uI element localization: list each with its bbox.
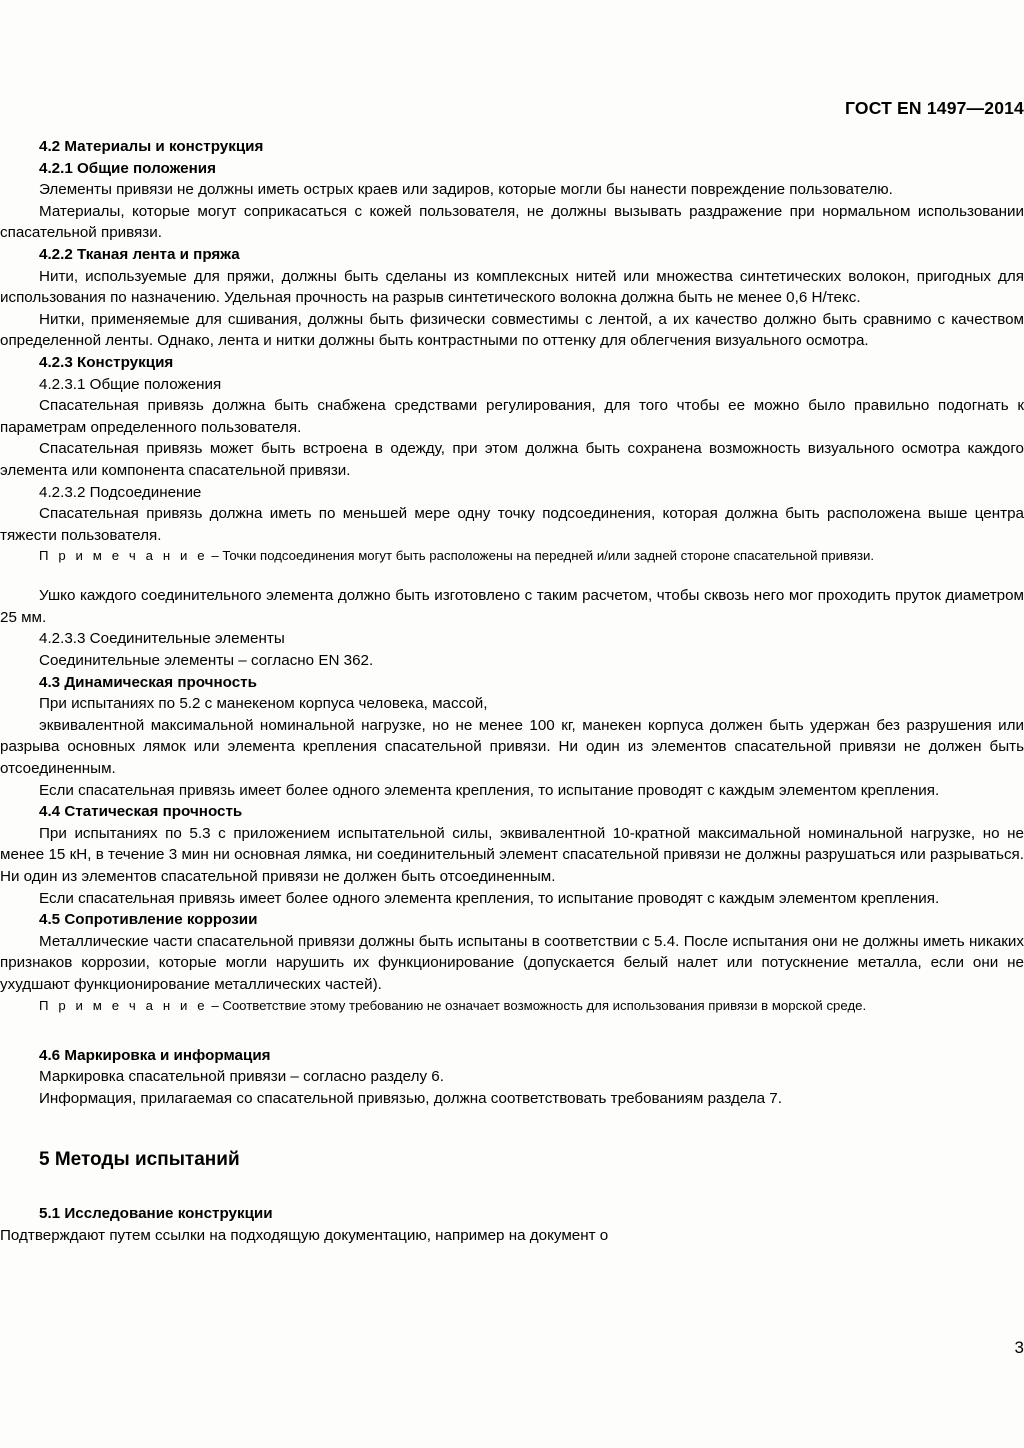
heading-4-4: 4.4 Статическая прочность <box>39 803 243 821</box>
heading-4-2: 4.2 Материалы и конструкция <box>39 138 264 155</box>
note-corrosion <box>0 996 1024 1015</box>
paragraph-4-2-3-2-a: Спасательная привязь должна иметь по меньшей мере одну точку подсоединения, которая должна быть расположена выше центра тяжести пользователя. <box>0 505 1024 544</box>
paragraph-4-6-b: Информация, прилагаемая со спасательной привязью, должна соответствовать требованиям раздела 7. <box>39 1089 782 1107</box>
paragraph-4-6-a: Маркировка спасательной привязи – согласно разделу 6. <box>39 1068 444 1086</box>
note-label: П р и м е ч а н и е <box>39 997 208 1013</box>
paragraph-5-1: Подтверждают путем ссылки на подходящую документацию, например на документ о <box>0 1226 609 1244</box>
paragraph-4-2-3-1-b: Спасательная привязь может быть встроена в одежду, при этом должна быть сохранена возможность визуального осмотра каждого элемента или компонента спасательной привязи. <box>0 440 1024 479</box>
spacer <box>0 1173 1024 1203</box>
paragraph-4-4-b: Если спасательная привязь имеет более одного элемента крепления, то испытание проводят с каждым элементом крепления. <box>39 889 940 907</box>
paragraph-4-2-2-a: Нити, используемые для пряжи, должны быть сделаны из комплексных нитей или множества синтетических волокон, пригодных для использования по назначению. Удельная прочность на разрыв синтетического волокна должна быть не менее 0,6 Н/текс. <box>0 267 1024 307</box>
heading-section-5: 5 Методы испытаний <box>39 1149 240 1171</box>
note-label: П р и м е ч а н и е <box>39 548 208 564</box>
paragraph-4-5: Металлические части спасательной привязи должны быть испытаны в соответствии с 5.4. После испытания они не должны иметь никаких признаков коррозии, которые могли нарушить их функционирование (допускается белый налет или потускнение металла, если они не ухудшают функционирование металлических частей). <box>0 932 1024 993</box>
spacer <box>0 1109 1024 1147</box>
page-body <box>0 136 1024 1247</box>
heading-4-3: 4.3 Динамическая прочность <box>39 673 257 691</box>
heading-4-2-3: 4.2.3 Конструкция <box>39 353 174 371</box>
spacer <box>0 565 1024 585</box>
paragraph-4-2-2-b: Нитки, применяемые для сшивания, должны быть физически совместимы с лентой, а их качество должно быть сравнимо с качеством определенной ленты. Однако, лента и нитки должны быть контрастными по оттенку для облегчения визуального осмотра. <box>0 310 1024 350</box>
paragraph-4-2-1-a: Элементы привязи не должны иметь острых краев или задиров, которые могли бы нанести повреждение пользователю. <box>39 181 893 199</box>
heading-4-2-3-3: 4.2.3.3 Соединительные элементы <box>39 630 285 648</box>
note-connection-points <box>0 546 1024 565</box>
paragraph-4-2-3-3: Соединительные элементы – согласно EN 362. <box>39 652 374 670</box>
page-number: 3 <box>1014 1338 1024 1357</box>
paragraph-ushko: Ушко каждого соединительного элемента должно быть изготовлено с таким расчетом, чтобы сквозь него мог проходить пруток диаметром 25 мм. <box>0 587 1024 626</box>
note-text: – Точки подсоединения могут быть расположены на передней и/или задней стороне спасательной привязи. <box>207 548 875 564</box>
paragraph-4-2-1-b: Материалы, которые могут соприкасаться с кожей пользователя, не должны вызывать раздражение при нормальном использовании спасательной привязи. <box>0 202 1024 242</box>
heading-4-2-3-1: 4.2.3.1 Общие положения <box>39 375 222 393</box>
heading-4-2-1: 4.2.1 Общие положения <box>39 159 216 177</box>
running-header: ГОСТ EN 1497—2014 <box>845 98 1024 118</box>
paragraph-4-4-a: При испытаниях по 5.3 с приложением испытательной силы, эквивалентной 10-кратной максимальной номинальной нагрузке, но не менее 15 кН, в течение 3 мин ни основная лямка, ни соединительный элемент спасательной привязи не должны разрушаться или разрываться. Ни один из элементов спасательной привязи не должен быть отсоединенным. <box>0 824 1024 885</box>
paragraph-4-3-line1: При испытаниях по 5.2 с манекеном корпуса человека, массой, <box>39 695 488 713</box>
heading-5-1: 5.1 Исследование конструкции <box>39 1205 273 1223</box>
heading-4-2-3-2: 4.2.3.2 Подсоединение <box>39 483 202 501</box>
heading-4-6: 4.6 Маркировка и информация <box>39 1046 271 1064</box>
note-text: – Соответствие этому требованию не означает возможность для использования привязи в морской среде. <box>207 997 867 1013</box>
spacer <box>0 1015 1024 1045</box>
paragraph-4-3-b: Если спасательная привязь имеет более одного элемента крепления, то испытание проводят с каждым элементом крепления. <box>39 781 940 799</box>
paragraph-4-3-rest: эквивалентной максимальной номинальной нагрузке, но не менее 100 кг, манекен корпуса должен быть удержан без разрушения или разрыва основных лямок или элемента крепления спасательной привязи. Ни один из элементов спасательной привязи не должен быть отсоединенным. <box>0 716 1024 778</box>
heading-4-5: 4.5 Сопротивление коррозии <box>39 911 258 929</box>
heading-4-2-2: 4.2.2 Тканая лента и пряжа <box>39 245 240 263</box>
paragraph-4-2-3-1-a: Спасательная привязь должна быть снабжена средствами регулирования, для того чтобы ее можно было правильно подогнать к параметрам определенного пользователя. <box>0 397 1024 436</box>
